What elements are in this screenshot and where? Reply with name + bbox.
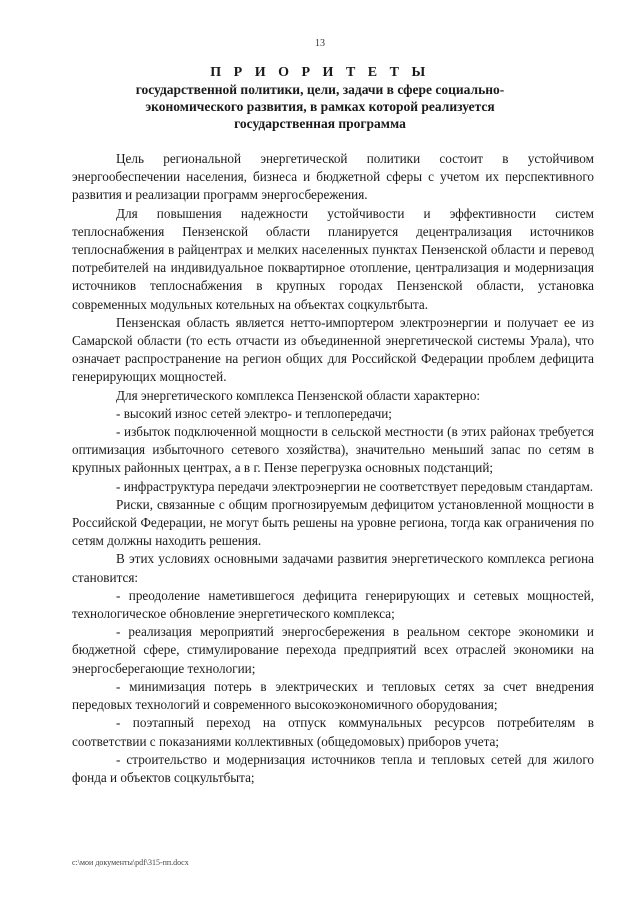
heading-line-2: экономического развития, в рамках которой реализуется (145, 99, 495, 114)
heading-line-1: государственной политики, цели, задачи в сфере социально- (135, 82, 505, 97)
list-item-energy-saving: - реализация мероприятий энергосбережения в реальном секторе экономики и бюджетной сфере, стимулирование перехода предприятий всех отраслей экономики на энергосберегающие технологии; (72, 624, 594, 676)
paragraph-electricity-import: Пензенская область является нетто-импортером электроэнергии и получает ее из Самарской области (то есть отчасти из объединенной энергетической системы Урала), что означает распространение на регион общих для Российской Федерации проблем дефицита генерирующих мощностей. (72, 314, 594, 385)
paragraph-characteristics-intro: Для энергетического комплекса Пензенской области характерно: (116, 387, 481, 403)
list-item-deficit: - преодоление наметившегося дефицита генерирующих и сетевых мощностей, технологическое обновление энергетического комплекса; (72, 587, 594, 622)
list-item-infrastructure: - инфраструктура передачи электроэнергии не соответствует передовым стандартам. (116, 478, 594, 494)
section-heading (60, 64, 580, 132)
heading-title: П Р И О Р И Т Е Т Ы (210, 65, 430, 80)
paragraph-risks: Риски, связанные с общим прогнозируемым дефицитом установленной мощности в Российской Федерации, не могут быть решены на уровне региона, тогда как ограничения по сетям должны находить решения. (72, 496, 594, 549)
list-item-excess-capacity: - избыток подключенной мощности в сельской местности (в этих районах требуется оптимизация избыточного сетевого хозяйства), значительно меньший запас по сетям в крупных районных центрах, а в г. Пензе перегрузка основных подстанций; (72, 424, 594, 476)
paragraph-tasks-intro: В этих условиях основными задачами развития энергетического комплекса региона становится: (72, 551, 594, 585)
paragraph-goal: Цель региональной энергетической политики состоит в устойчивом энергообеспечении населения, бизнеса и бюджетной сферы с учетом их перспективного развития и реализации программ энергосбережения. (72, 151, 594, 203)
document-body (72, 150, 594, 787)
list-item-wear: - высокий износ сетей электро- и теплопередачи; (116, 405, 392, 421)
heading-line-3: государственная программа (234, 116, 406, 131)
paragraph-heat-supply: Для повышения надежности устойчивости и эффективности систем теплоснабжения Пензенской области планируется децентрализация источников теплоснабжения в райцентрах и мелких населенных пунктах Пензенской области и перевод потребителей на индивидуальное поквартирное отопление, централизация и модернизация источников теплоснабжения в крупных городах Пензенской области, установка современных модульных котельных на объектах соцкультбыта. (72, 205, 594, 312)
list-item-construction: - строительство и модернизация источников тепла и тепловых сетей для жилого фонда и объектов соцкультбыта; (72, 751, 594, 785)
list-item-metering: - поэтапный переход на отпуск коммунальных ресурсов потребителям в соответствии с показаниями коллективных (общедомовых) приборов учета; (72, 715, 594, 749)
list-item-losses: - минимизация потерь в электрических и тепловых сетях за счет внедрения передовых технологий и современного высокоэкономичного оборудования; (72, 678, 594, 713)
page-number: 13 (315, 38, 325, 49)
file-path-footer: c:\мои документы\pdf\315-пп.docx (72, 858, 189, 867)
